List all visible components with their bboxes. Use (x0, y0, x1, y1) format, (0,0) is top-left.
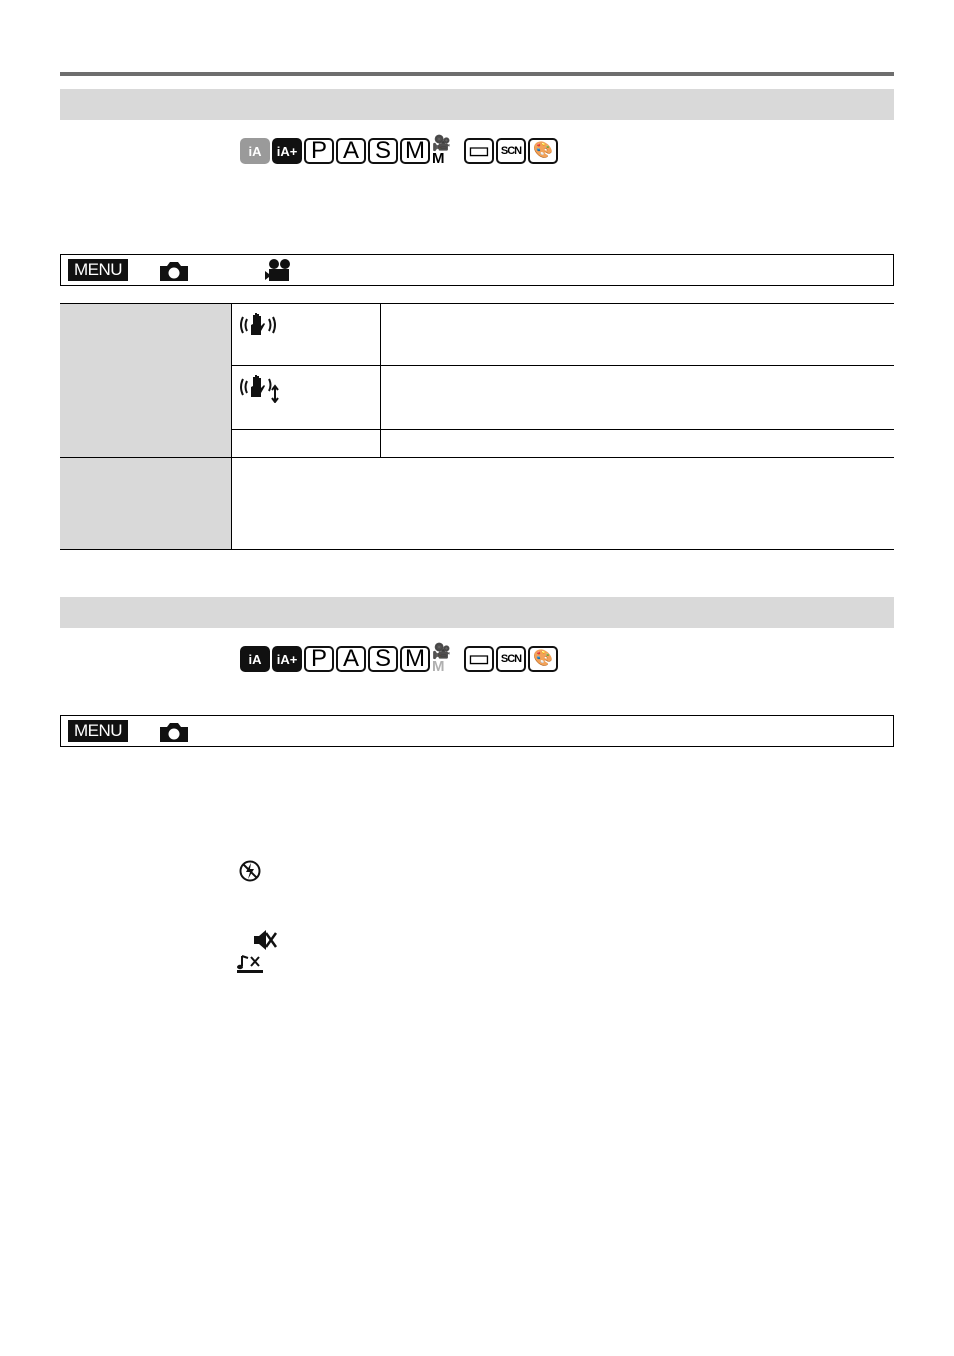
row1-label-cell (60, 303, 231, 457)
mode-s-icon: S (368, 138, 398, 164)
mode-m-icon: M (400, 646, 430, 672)
mode-ia-icon: iA (240, 646, 270, 672)
menu-chip: MENU (68, 720, 128, 742)
mode-movie-m-icon: 🎥M (432, 643, 451, 675)
camera-icon (158, 720, 190, 744)
section2-menu-path (60, 715, 894, 747)
stabilizer-table (60, 303, 894, 550)
mode-ia-icon: iA (240, 138, 270, 164)
mode-a-icon: A (336, 138, 366, 164)
mode-p-icon: P (304, 138, 334, 164)
mode-scn-icon: SCN (496, 646, 526, 672)
mode-creative-icon: 🎨 (528, 646, 558, 672)
mode-ia-plus-icon: iA+ (272, 646, 302, 672)
camera-icon (158, 259, 190, 283)
section1-header (60, 89, 894, 120)
mode-creative-icon: 🎨 (528, 138, 558, 164)
mode-ia-plus-icon: iA+ (272, 138, 302, 164)
mode-movie-m-icon: 🎥M (432, 135, 451, 167)
section2-header (60, 597, 894, 628)
mode-panorama-icon: ▭ (464, 138, 494, 164)
section1-menu-path (60, 254, 894, 286)
mode-m-icon: M (400, 138, 430, 164)
mode-s-icon: S (368, 646, 398, 672)
row2-label-cell (60, 458, 231, 550)
movie-camera-icon (263, 257, 295, 283)
sound-off-icon (236, 952, 266, 976)
mode-panorama-icon: ▭ (464, 646, 494, 672)
mode-scn-icon: SCN (496, 138, 526, 164)
section2-mode-icons (240, 645, 558, 673)
section1-mode-icons (240, 137, 558, 165)
mode-a-icon: A (336, 646, 366, 672)
mode-p-icon: P (304, 646, 334, 672)
menu-chip: MENU (68, 259, 128, 281)
flash-off-icon (238, 859, 262, 883)
top-rule (60, 72, 894, 76)
stabilizer-hand-vertical-icon (238, 373, 282, 403)
speaker-mute-icon (250, 928, 278, 952)
stabilizer-hand-icon (238, 311, 280, 339)
